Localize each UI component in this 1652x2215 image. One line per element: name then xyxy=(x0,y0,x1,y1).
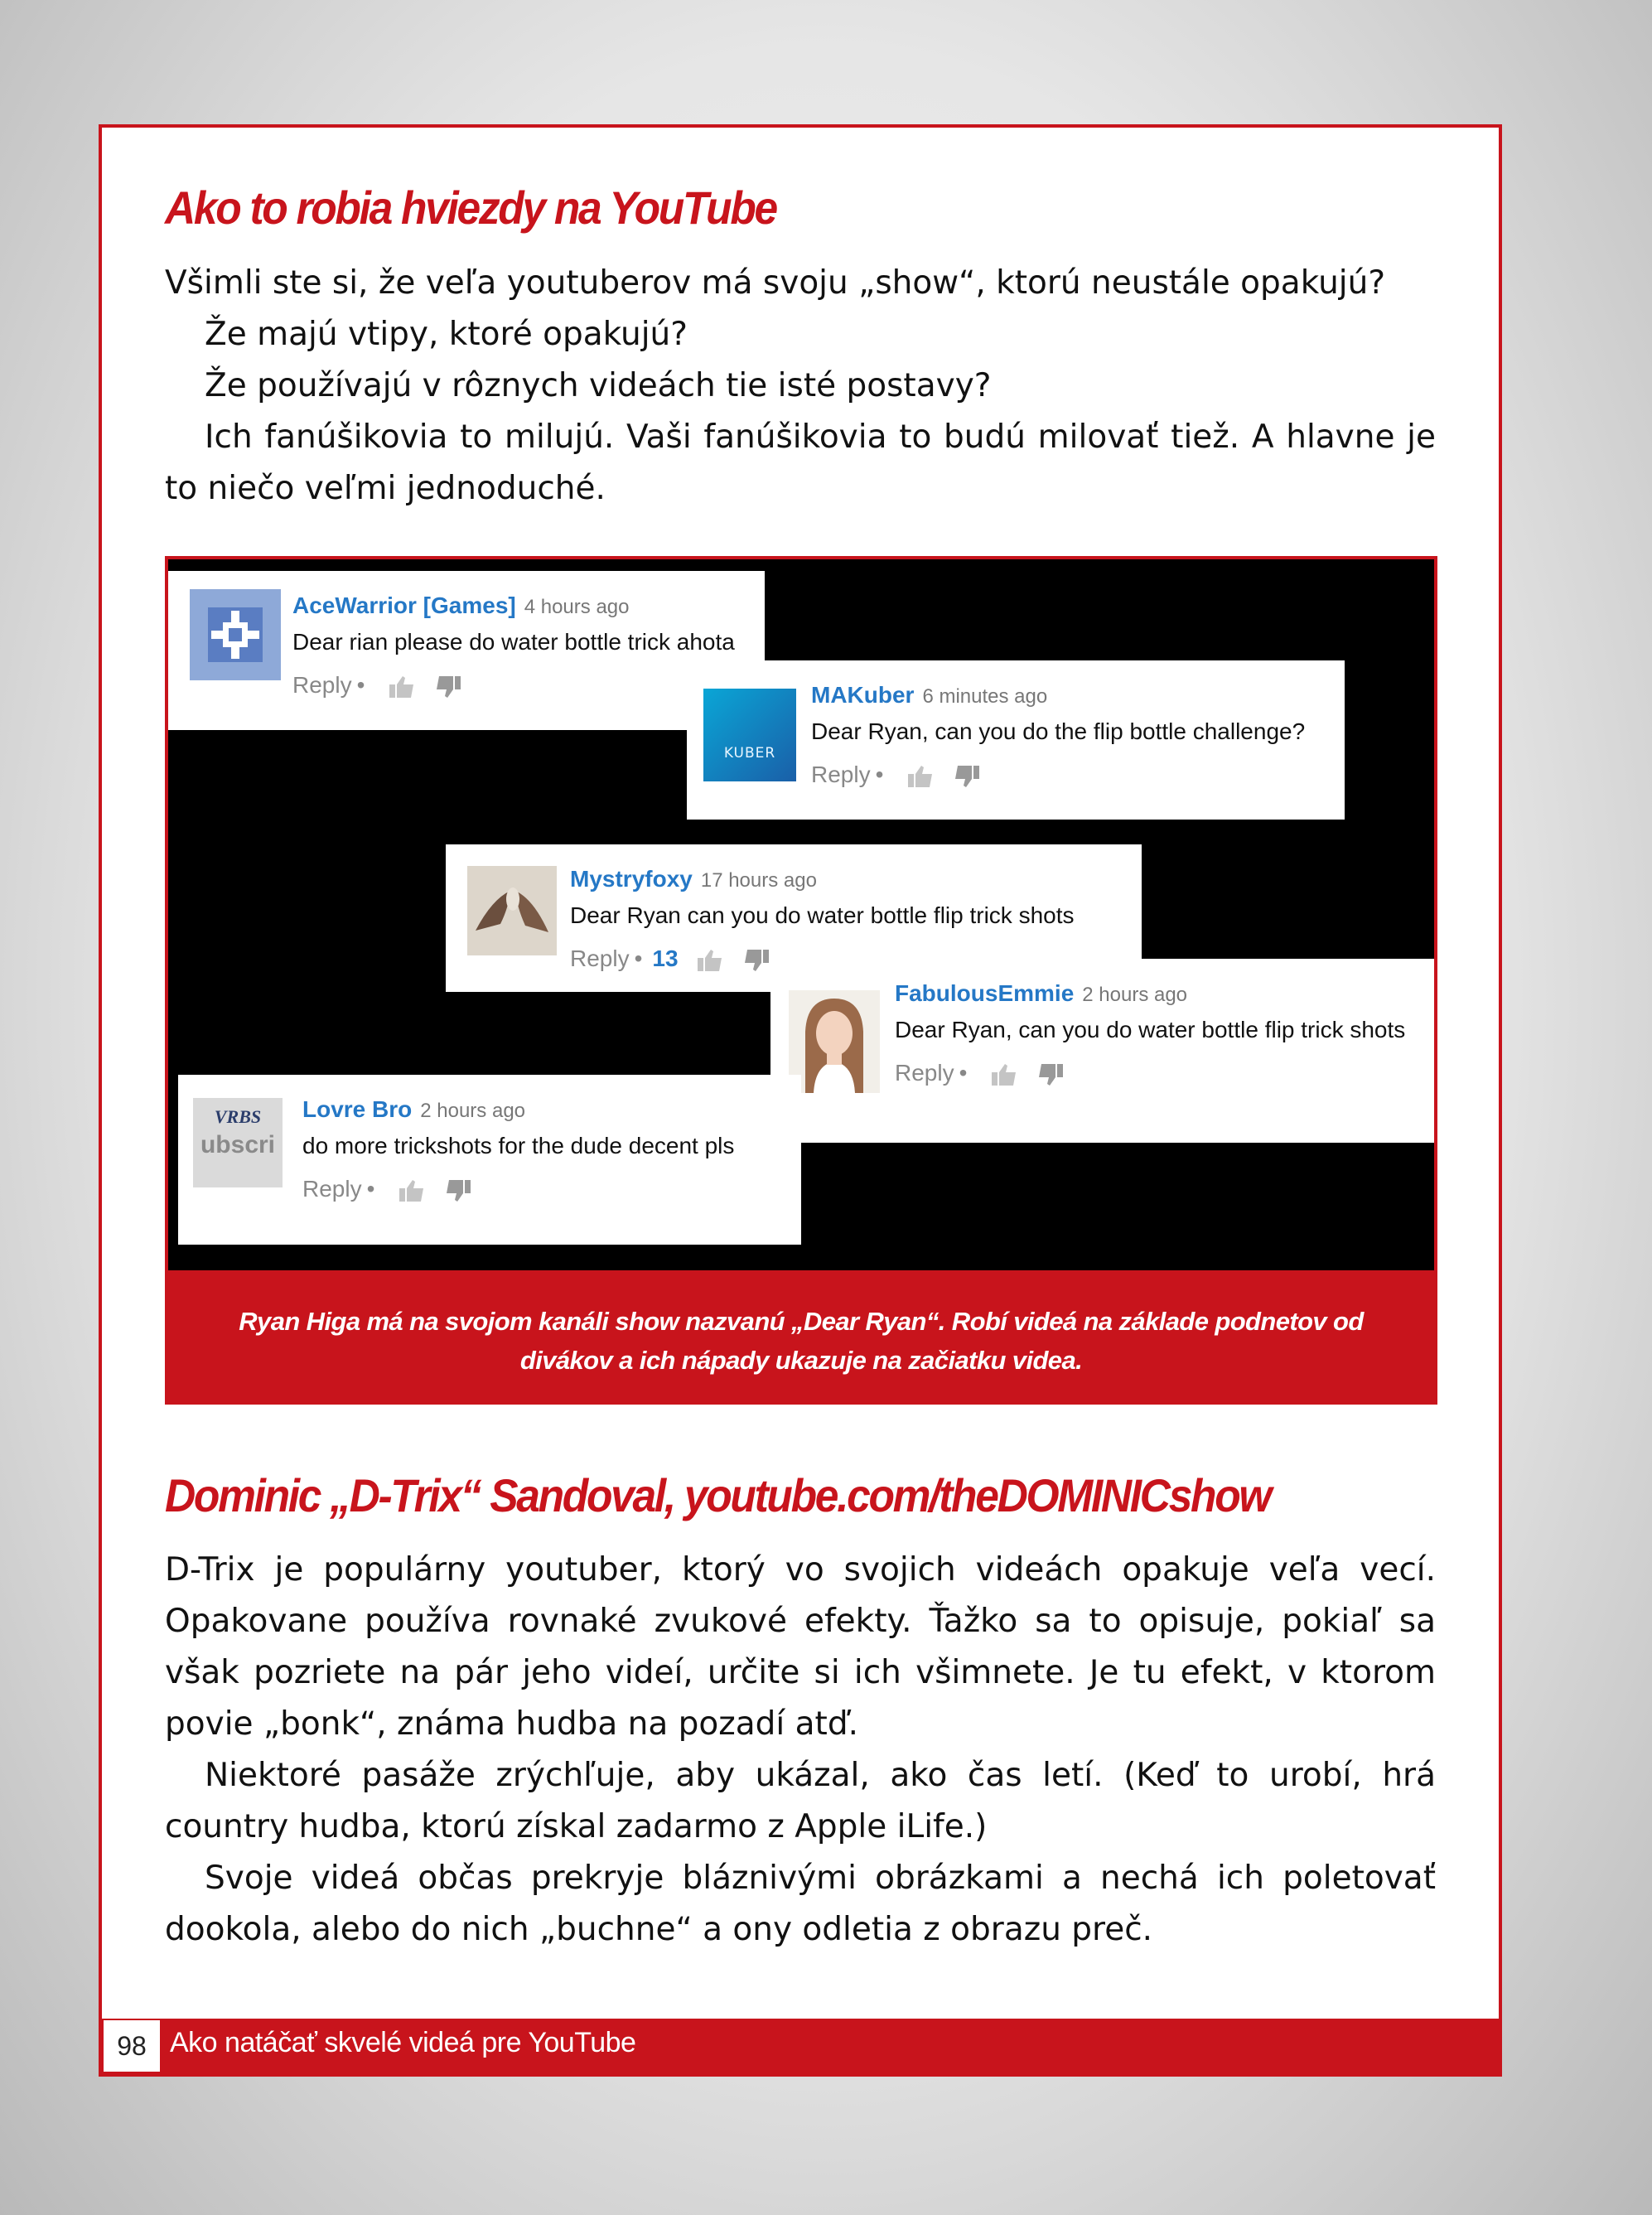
dtrix-text xyxy=(165,1545,1436,1956)
comment-time: 4 hours ago xyxy=(524,596,630,618)
paragraph: Niektoré pasáže zrýchľuje, aby ukázal, ako čas letí. (Keď to urobí, hrá country hudba, ktorú získal zadarmo z Apple iLife.) xyxy=(165,1757,1436,1845)
figure-caption: Ryan Higa má na svojom kanáli show nazvanú „Dear Ryan“. Robí videá na základe podnetov od divákov a ich nápady ukazuje na začiatku videa. xyxy=(165,1274,1437,1405)
comment-text: do more trickshots for the dude decent pls xyxy=(302,1133,735,1158)
section-heading-youtube-stars: Ako to robia hviezdy na YouTube xyxy=(165,181,776,234)
comment-meta xyxy=(895,980,1187,1007)
girl-photo-avatar xyxy=(789,990,880,1093)
thumbs-up-icon[interactable] xyxy=(990,1062,1018,1087)
reply-button[interactable]: Reply xyxy=(811,762,871,787)
thumbs-up-icon[interactable] xyxy=(696,948,724,973)
comment-username[interactable]: Mystryfoxy xyxy=(570,866,693,892)
comment-time: 2 hours ago xyxy=(420,1100,526,1122)
paragraph: D-Trix je populárny youtuber, ktorý vo svojich videách opakuje veľa vecí. Opakovane používa rovnaké zvukové efekty. Ťažko sa to opisuje, pokiaľ sa však pozriete na pár jeho videí, určite si ich všimnete. Je tu efekt, v ktorom povie „bonk“, známa hudba na pozadí atď. xyxy=(165,1551,1436,1743)
reply-button[interactable]: Reply xyxy=(292,672,352,698)
paragraph: Že majú vtipy, ktoré opakujú? xyxy=(205,316,688,353)
comment-card xyxy=(168,571,765,730)
comment-actions: Reply • xyxy=(302,1176,472,1203)
comment-time: 17 hours ago xyxy=(700,869,817,892)
comment-text: Dear Ryan, can you do water bottle flip trick shots xyxy=(895,1017,1406,1042)
comment-time: 6 minutes ago xyxy=(922,685,1048,708)
bird-photo-avatar xyxy=(467,866,557,955)
comment-time: 2 hours ago xyxy=(1082,984,1188,1006)
comment-username[interactable]: FabulousEmmie xyxy=(895,980,1075,1006)
book-title: Ako natáčať skvelé videá pre YouTube xyxy=(170,2027,636,2058)
comment-actions: Reply • xyxy=(292,672,462,699)
comment-card xyxy=(687,660,1345,820)
thumbs-down-icon[interactable] xyxy=(444,1178,472,1203)
paragraph: Svoje videá občas prekryje bláznivými obrázkami a nechá ich poletovať dookola, alebo do nich „buchne“ a ony odletia z obrazu preč. xyxy=(165,1860,1436,1948)
comment-meta xyxy=(570,866,817,892)
thumbs-down-icon[interactable] xyxy=(434,675,462,699)
comment-text: Dear Ryan can you do water bottle flip trick shots xyxy=(570,902,1075,928)
subscribe-logo-avatar: VRBS ubscri xyxy=(193,1098,283,1187)
page-footer xyxy=(102,2019,1499,2073)
comment-actions: Reply • xyxy=(895,1060,1065,1087)
reply-button[interactable]: Reply xyxy=(570,945,630,971)
comment-username[interactable]: Lovre Bro xyxy=(302,1096,413,1122)
reply-button[interactable]: Reply xyxy=(302,1176,362,1202)
kuber-logo-avatar: KUBER xyxy=(703,689,796,781)
comment-actions: Reply • 13 xyxy=(570,945,770,973)
page-number: 98 xyxy=(102,2019,162,2073)
comment-text: Dear rian please do water bottle trick ahota xyxy=(292,629,735,655)
comment-card xyxy=(770,959,1437,1143)
intro-text xyxy=(165,258,1436,515)
comment-username[interactable]: AceWarrior [Games] xyxy=(292,592,516,618)
comment-meta xyxy=(292,592,629,619)
paragraph: Že používajú v rôznych videách tie isté postavy? xyxy=(205,367,992,404)
thumbs-up-icon[interactable] xyxy=(398,1178,426,1203)
thumbs-up-icon[interactable] xyxy=(906,764,935,789)
paragraph: Ich fanúšikovia to milujú. Vaši fanúšikovia to budú milovať tiež. A hlavne je to niečo veľmi jednoduché. xyxy=(165,418,1436,507)
blue-snowflake-avatar xyxy=(190,589,281,680)
comment-actions: Reply • xyxy=(811,762,981,789)
comment-card xyxy=(178,1075,801,1245)
comment-meta xyxy=(811,682,1047,709)
reply-count[interactable]: 13 xyxy=(652,945,679,971)
thumbs-down-icon[interactable] xyxy=(742,948,770,973)
paragraph: Všimli ste si, že veľa youtuberov má svoju „show“, ktorú neustále opakujú? xyxy=(165,264,1386,302)
screenshot-figure xyxy=(165,556,1437,1405)
comment-username[interactable]: MAKuber xyxy=(811,682,915,708)
thumbs-up-icon[interactable] xyxy=(388,675,416,699)
book-page xyxy=(99,124,1502,2077)
thumbs-down-icon[interactable] xyxy=(1036,1062,1065,1087)
comment-text: Dear Ryan, can you do the flip bottle challenge? xyxy=(811,718,1306,744)
reply-button[interactable]: Reply xyxy=(895,1060,954,1086)
section-heading-dtrix: Dominic „D-Trix“ Sandoval, youtube.com/theDOMINICshow xyxy=(165,1469,1271,1521)
comment-meta xyxy=(302,1096,525,1123)
thumbs-down-icon[interactable] xyxy=(953,764,981,789)
comments-screenshot xyxy=(165,556,1437,1274)
